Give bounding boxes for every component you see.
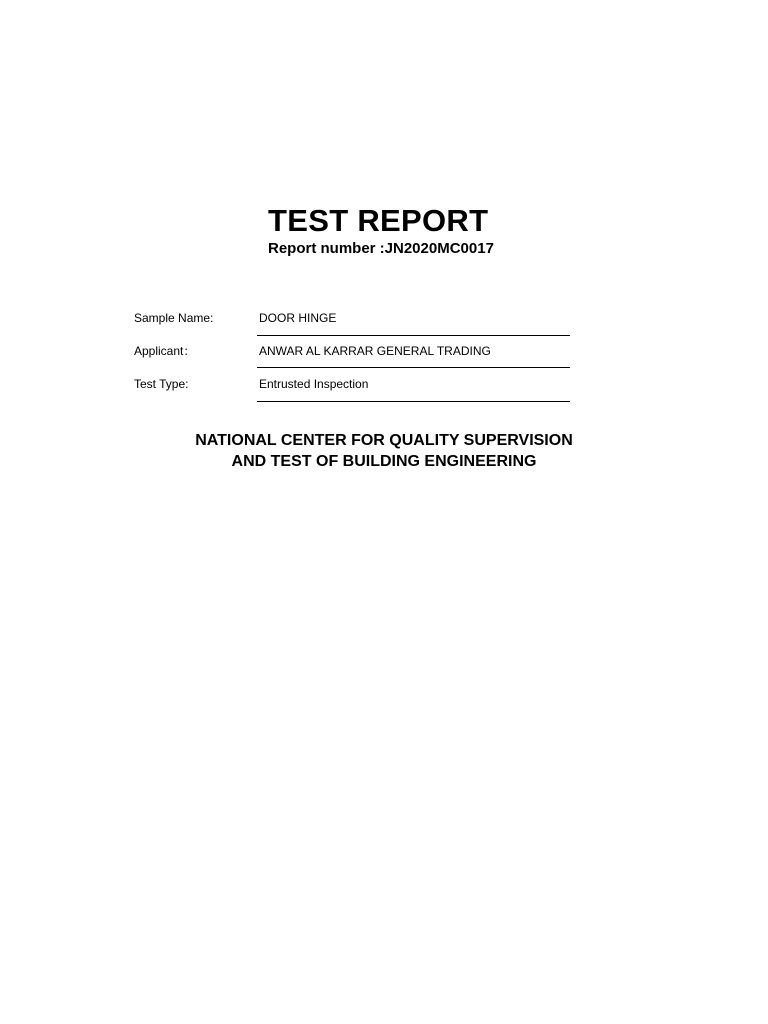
applicant-value: ANWAR AL KARRAR GENERAL TRADING (259, 344, 491, 358)
applicant-underline (257, 367, 570, 368)
applicant-label: Applicant： (134, 344, 196, 358)
sample-name-label: Sample Name: (134, 311, 214, 325)
sample-name-value: DOOR HINGE (259, 311, 337, 325)
report-number: Report number :JN2020MC0017 (268, 240, 494, 257)
organization-name (0, 430, 768, 472)
test-type-label: Test Type: (134, 377, 189, 391)
sample-name-underline (257, 335, 570, 336)
organization-line-1: NATIONAL CENTER FOR QUALITY SUPERVISION (195, 432, 573, 449)
organization-line-2: AND TEST OF BUILDING ENGINEERING (231, 453, 537, 470)
test-type-value: Entrusted Inspection (259, 377, 369, 391)
report-title: TEST REPORT (268, 203, 489, 238)
test-type-underline (257, 401, 570, 402)
